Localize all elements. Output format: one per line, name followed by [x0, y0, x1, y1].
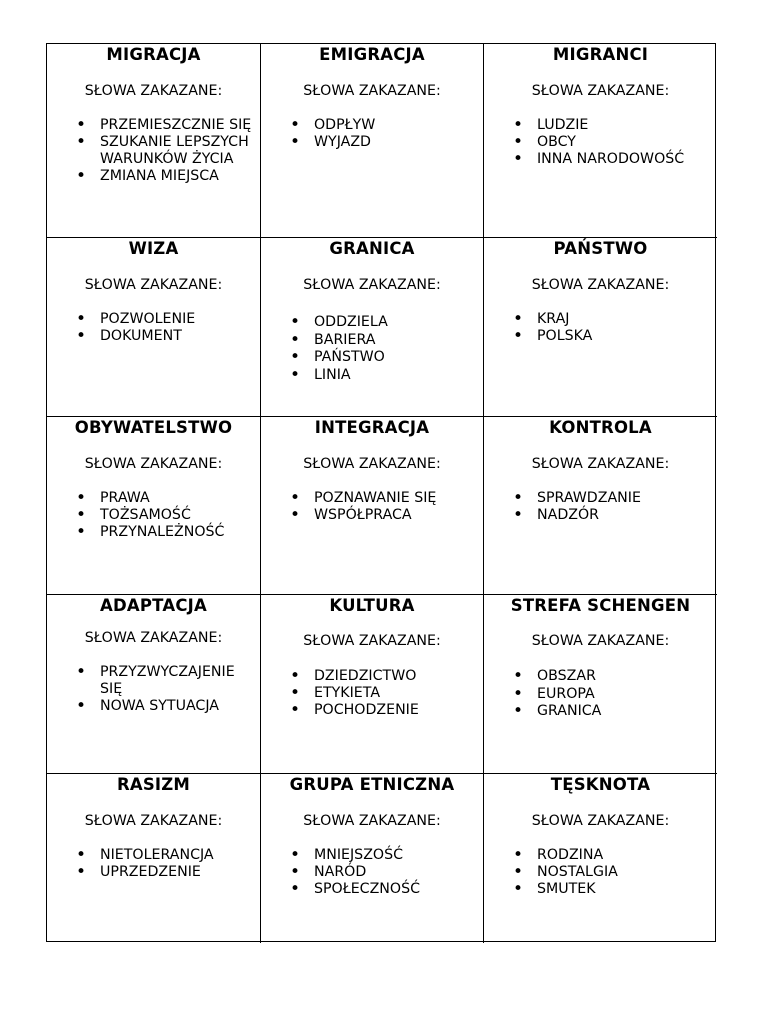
- forbidden-words-label: SŁOWA ZAKAZANE:: [531, 633, 670, 649]
- card-4: [47, 238, 261, 417]
- forbidden-word: • TOŻSAMOŚĆ: [47, 507, 260, 524]
- card-7: [47, 417, 261, 595]
- forbidden-word: • DZIEDZICTWO: [261, 668, 483, 685]
- card-title: INTEGRACJA: [314, 418, 430, 437]
- forbidden-word: • BARIERA: [261, 332, 483, 350]
- forbidden-word: • OBCY: [484, 134, 717, 151]
- forbidden-word: • PRAWA: [47, 490, 260, 507]
- forbidden-word: • WSPÓŁPRACA: [261, 507, 483, 524]
- forbidden-words-label: SŁOWA ZAKAZANE:: [531, 277, 670, 293]
- forbidden-words-list: [261, 490, 483, 524]
- card-title: EMIGRACJA: [319, 45, 425, 64]
- card-12: [484, 595, 717, 774]
- forbidden-words-label: SŁOWA ZAKAZANE:: [303, 813, 441, 829]
- forbidden-word: • NARÓD: [261, 864, 483, 881]
- cards-table: [46, 43, 716, 942]
- card-title: WIZA: [128, 239, 179, 258]
- card-2: [261, 44, 484, 238]
- card-title: GRUPA ETNICZNA: [289, 775, 455, 794]
- forbidden-words-list: [261, 847, 483, 898]
- card-13: [47, 774, 261, 943]
- forbidden-words-label: SŁOWA ZAKAZANE:: [303, 277, 441, 293]
- forbidden-word: • POCHODZENIE: [261, 702, 483, 719]
- forbidden-words-list: [47, 311, 260, 345]
- forbidden-word: • PRZEMIESZCZNIE SIĘ: [47, 117, 260, 134]
- forbidden-word: • UPRZEDZENIE: [47, 864, 260, 881]
- forbidden-word: • SZUKANIE LEPSZYCH WARUNKÓW ŻYCIA: [47, 134, 260, 168]
- forbidden-word: • POZNAWANIE SIĘ: [261, 490, 483, 507]
- card-11: [261, 595, 484, 774]
- forbidden-words-list: [47, 847, 260, 881]
- forbidden-words-label: SŁOWA ZAKAZANE:: [531, 813, 670, 829]
- forbidden-words-list: [47, 664, 260, 715]
- forbidden-word: • NOWA SYTUACJA: [47, 698, 260, 715]
- forbidden-words-list: [484, 117, 717, 168]
- card-8: [261, 417, 484, 595]
- card-10: [47, 595, 261, 774]
- forbidden-words-label: SŁOWA ZAKAZANE:: [303, 83, 441, 99]
- forbidden-word: • DOKUMENT: [47, 328, 260, 345]
- forbidden-words-label: SŁOWA ZAKAZANE:: [84, 630, 223, 646]
- card-title: MIGRACJA: [106, 45, 201, 64]
- card-9: [484, 417, 717, 595]
- forbidden-words-label: SŁOWA ZAKAZANE:: [303, 456, 441, 472]
- forbidden-words-label: SŁOWA ZAKAZANE:: [84, 277, 223, 293]
- forbidden-word: • GRANICA: [484, 703, 717, 721]
- forbidden-words-list: [484, 668, 717, 721]
- forbidden-words-list: [261, 314, 483, 384]
- forbidden-word: • ODDZIELA: [261, 314, 483, 332]
- forbidden-words-label: SŁOWA ZAKAZANE:: [531, 83, 670, 99]
- card-15: [484, 774, 717, 943]
- forbidden-word: • RODZINA: [484, 847, 717, 864]
- forbidden-words-label: SŁOWA ZAKAZANE:: [84, 813, 223, 829]
- forbidden-words-list: [261, 117, 483, 151]
- forbidden-word: • POZWOLENIE: [47, 311, 260, 328]
- forbidden-word: • WYJAZD: [261, 134, 483, 151]
- forbidden-words-list: [484, 490, 717, 524]
- forbidden-word: • SPRAWDZANIE: [484, 490, 717, 507]
- forbidden-word: • ZMIANA MIEJSCA: [47, 168, 260, 185]
- card-title: TĘSKNOTA: [550, 775, 651, 794]
- card-title: ADAPTACJA: [100, 596, 207, 615]
- card-title: OBYWATELSTWO: [74, 418, 233, 437]
- forbidden-words-label: SŁOWA ZAKAZANE:: [531, 456, 670, 472]
- card-title: GRANICA: [329, 239, 415, 258]
- card-title: STREFA SCHENGEN: [510, 596, 691, 615]
- card-title: KULTURA: [329, 596, 415, 615]
- forbidden-word: • PRZYZWYCZAJENIE SIĘ: [47, 664, 260, 698]
- forbidden-word: • NIETOLERANCJA: [47, 847, 260, 864]
- forbidden-word: • PRZYNALEŻNOŚĆ: [47, 524, 260, 541]
- forbidden-word: • KRAJ: [484, 311, 717, 328]
- card-title: KONTROLA: [549, 418, 652, 437]
- forbidden-words-label: SŁOWA ZAKAZANE:: [84, 83, 223, 99]
- forbidden-words-list: [261, 668, 483, 719]
- card-1: [47, 44, 261, 238]
- card-14: [261, 774, 484, 943]
- card-title: RASIZM: [116, 775, 191, 794]
- forbidden-word: • POLSKA: [484, 328, 717, 345]
- forbidden-word: • SPOŁECZNOŚĆ: [261, 881, 483, 898]
- card-3: [484, 44, 717, 238]
- card-5: [261, 238, 484, 417]
- forbidden-word: • OBSZAR: [484, 668, 717, 686]
- forbidden-word: • EUROPA: [484, 686, 717, 704]
- forbidden-word: • LINIA: [261, 367, 483, 385]
- forbidden-words-list: [47, 490, 260, 541]
- forbidden-word: • NOSTALGIA: [484, 864, 717, 881]
- card-6: [484, 238, 717, 417]
- forbidden-word: • INNA NARODOWOŚĆ: [484, 151, 717, 168]
- forbidden-words-list: [484, 311, 717, 345]
- card-title: MIGRANCI: [552, 45, 649, 64]
- forbidden-words-list: [484, 847, 717, 898]
- forbidden-word: • ETYKIETA: [261, 685, 483, 702]
- forbidden-word: • PAŃSTWO: [261, 349, 483, 367]
- forbidden-word: • SMUTEK: [484, 881, 717, 898]
- forbidden-words-label: SŁOWA ZAKAZANE:: [84, 456, 223, 472]
- forbidden-words-list: [47, 117, 260, 185]
- card-title: PAŃSTWO: [553, 239, 648, 258]
- forbidden-words-label: SŁOWA ZAKAZANE:: [303, 633, 441, 649]
- forbidden-word: • ODPŁYW: [261, 117, 483, 134]
- forbidden-word: • NADZÓR: [484, 507, 717, 524]
- forbidden-word: • LUDZIE: [484, 117, 717, 134]
- forbidden-word: • MNIEJSZOŚĆ: [261, 847, 483, 864]
